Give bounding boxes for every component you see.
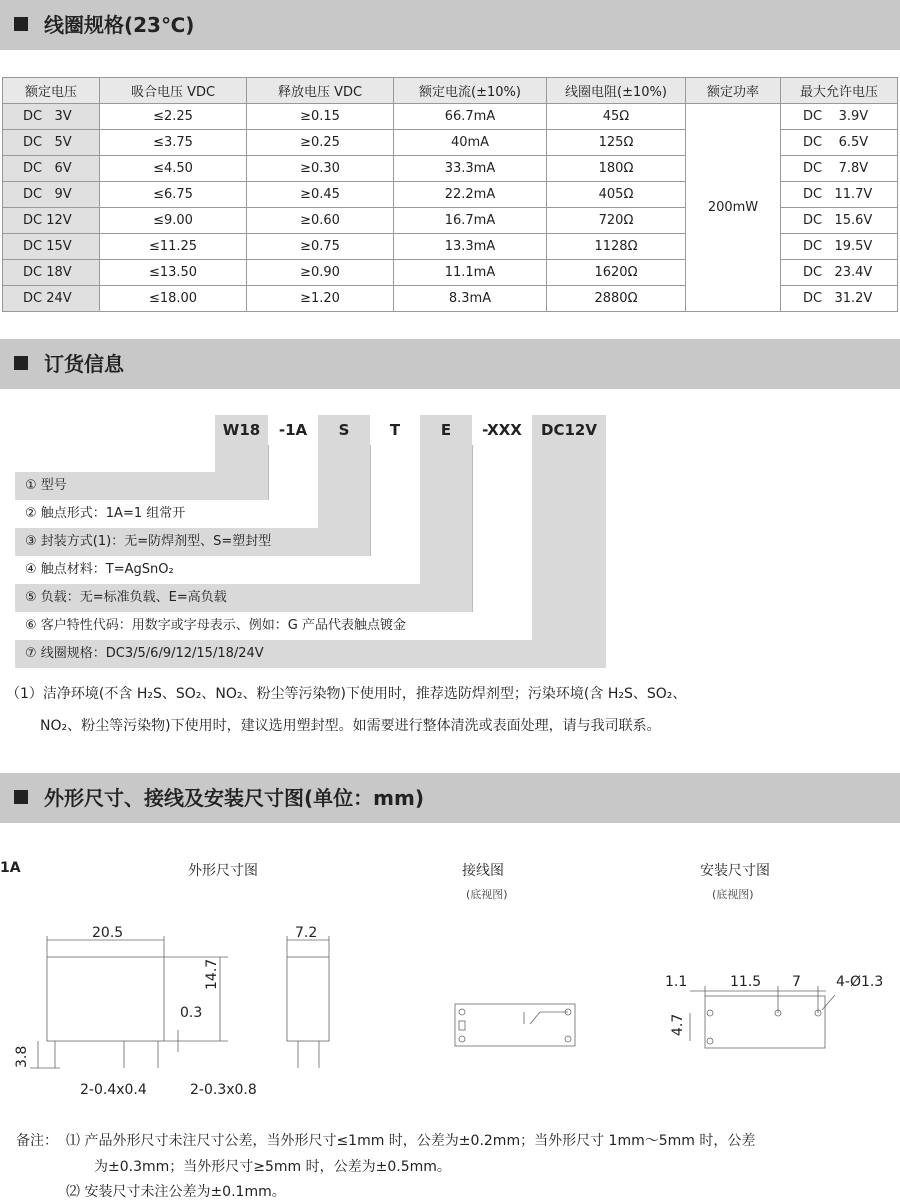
cell-pickup: ≤18.00 [100, 286, 247, 312]
dim-depth: 7.2 [295, 925, 318, 941]
th-resistance: 线圈电阻(±10%) [547, 78, 686, 104]
cell-max-voltage: DC 15.6V [781, 208, 898, 234]
order-item-4: ④ 触点材料：T=AgSnO₂ [15, 556, 420, 584]
cell-resistance: 180Ω [547, 156, 686, 182]
cell-release: ≥0.60 [247, 208, 394, 234]
cell-release: ≥0.90 [247, 260, 394, 286]
section-title: 线圈规格(23℃) [44, 13, 195, 37]
dim-width: 20.5 [92, 925, 124, 941]
cell-pickup: ≤6.75 [100, 182, 247, 208]
order-item-6: ⑥ 客户特性代码：用数字或字母表示、例如：G 产品代表触点镀金 [15, 612, 532, 640]
coil-symbol [459, 1021, 465, 1030]
order-item-7: ⑦ 线圈规格：DC3/5/6/9/12/15/18/24V [15, 640, 606, 668]
dim-pin-b: 2-0.3x0.8 [190, 1082, 257, 1098]
cell-release: ≥0.25 [247, 130, 394, 156]
dim-pin-length: 3.8 [14, 1045, 30, 1068]
cell-current: 8.3mA [394, 286, 547, 312]
hole-circle [707, 1010, 713, 1016]
pin-circle [459, 1009, 465, 1015]
cell-release: ≥0.15 [247, 104, 394, 130]
cell-power: 200mW [686, 104, 781, 312]
mount-outline [705, 996, 825, 1048]
cell-pickup: ≤13.50 [100, 260, 247, 286]
dim-m2: 11.5 [730, 974, 762, 990]
cell-resistance: 125Ω [547, 130, 686, 156]
cell-rated-voltage: DC 18V [3, 260, 100, 286]
cell-rated-voltage: DC 12V [3, 208, 100, 234]
cell-resistance: 45Ω [547, 104, 686, 130]
cell-pickup: ≤3.75 [100, 130, 247, 156]
outline-title: 外形尺寸图 [188, 863, 258, 879]
code-part-coil: DC12V [532, 415, 606, 445]
mount-title: 安装尺寸图 [700, 863, 770, 879]
remark-1a: ⑴ 产品外形尺寸未注尺寸公差，当外形尺寸≤1mm 时，公差为±0.2mm；当外形尺寸 1mm～5mm 时，公差 [66, 1133, 756, 1149]
cell-resistance: 2880Ω [547, 286, 686, 312]
cell-release: ≥1.20 [247, 286, 394, 312]
code-part-material: T [389, 421, 401, 439]
code-part-load: E [420, 415, 472, 445]
order-item-2: ② 触点形式：1A=1 组常开 [15, 500, 268, 528]
dim-m4: 4.7 [670, 1013, 686, 1036]
cell-resistance: 405Ω [547, 182, 686, 208]
dim-offset: 0.3 [180, 1005, 203, 1021]
cell-current: 11.1mA [394, 260, 547, 286]
code-part-contact: -1A [278, 421, 308, 439]
cell-max-voltage: DC 11.7V [781, 182, 898, 208]
wiring-subtitle: (底视图) [466, 888, 508, 901]
cell-rated-voltage: DC 24V [3, 286, 100, 312]
dim-height: 14.7 [204, 958, 220, 990]
code-part-custom: -XXX [482, 421, 522, 439]
cell-pickup: ≤4.50 [100, 156, 247, 182]
wiring-title: 接线图 [462, 863, 504, 879]
cell-max-voltage: DC 19.5V [781, 234, 898, 260]
order-note-line1: （1）洁净环境(不含 H₂S、SO₂、NO₂、粉尘等污染物)下使用时，推荐选防焊剂型；污染环境(含 H₂S、SO₂、 [6, 686, 687, 702]
th-power: 额定功率 [686, 78, 781, 104]
cell-max-voltage: DC 23.4V [781, 260, 898, 286]
hole-circle [707, 1038, 713, 1044]
cell-current: 16.7mA [394, 208, 547, 234]
cell-rated-voltage: DC 15V [3, 234, 100, 260]
cell-max-voltage: DC 31.2V [781, 286, 898, 312]
th-pickup: 吸合电压 VDC [100, 78, 247, 104]
cell-rated-voltage: DC 9V [3, 182, 100, 208]
cell-current: 33.3mA [394, 156, 547, 182]
cell-pickup: ≤11.25 [100, 234, 247, 260]
cell-max-voltage: DC 3.9V [781, 104, 898, 130]
leader-line [822, 995, 835, 1010]
cell-current: 40mA [394, 130, 547, 156]
cell-pickup: ≤2.25 [100, 104, 247, 130]
cell-rated-voltage: DC 3V [3, 104, 100, 130]
relay-side-outline [287, 957, 329, 1041]
order-note-line2: NO₂、粉尘等污染物)下使用时，建议选用塑封型。如需要进行整体清洗或表面处理，请与我司联系。 [40, 718, 661, 734]
cell-rated-voltage: DC 5V [3, 130, 100, 156]
cell-current: 13.3mA [394, 234, 547, 260]
dim-m3: 7 [792, 974, 801, 990]
remarks-prefix: 备注： [16, 1133, 58, 1149]
order-item-3: ③ 封装方式(1)：无=防焊剂型、S=塑封型 [15, 528, 370, 556]
cell-current: 22.2mA [394, 182, 547, 208]
th-current: 额定电流(±10%) [394, 78, 547, 104]
order-item-1: ① 型号 [15, 472, 268, 500]
cell-resistance: 720Ω [547, 208, 686, 234]
cell-current: 66.7mA [394, 104, 547, 130]
relay-front-outline [47, 957, 164, 1041]
remark-1b: 为±0.3mm；当外形尺寸≥5mm 时，公差为±0.5mm。 [94, 1159, 451, 1175]
wiring-outline [455, 1004, 575, 1046]
th-max-voltage: 最大允许电压 [781, 78, 898, 104]
cell-rated-voltage: DC 6V [3, 156, 100, 182]
cell-max-voltage: DC 7.8V [781, 156, 898, 182]
cell-resistance: 1128Ω [547, 234, 686, 260]
dim-m1: 1.1 [665, 974, 688, 990]
cell-pickup: ≤9.00 [100, 208, 247, 234]
pin-circle [459, 1036, 465, 1042]
remark-2: ⑵ 安装尺寸未注公差为±0.1mm。 [66, 1184, 286, 1200]
cell-release: ≥0.30 [247, 156, 394, 182]
th-rated-voltage: 额定电压 [3, 78, 100, 104]
cell-resistance: 1620Ω [547, 260, 686, 286]
cell-release: ≥0.45 [247, 182, 394, 208]
code-part-package: S [318, 415, 370, 445]
pin-circle [565, 1036, 571, 1042]
order-item-5: ⑤ 负载：无=标准负载、E=高负载 [15, 584, 472, 612]
section-title: 外形尺寸、接线及安装尺寸图(单位：mm) [44, 786, 424, 810]
cell-max-voltage: DC 6.5V [781, 130, 898, 156]
section-title: 订货信息 [44, 352, 124, 376]
contact-switch [530, 1012, 540, 1024]
code-part-model: W18 [215, 415, 268, 445]
dim-pin-a: 2-0.4x0.4 [80, 1082, 147, 1098]
th-release: 释放电压 VDC [247, 78, 394, 104]
mount-subtitle: (底视图) [712, 888, 754, 901]
cell-release: ≥0.75 [247, 234, 394, 260]
model-label: 1A [0, 860, 21, 876]
dim-hole: 4-Ø1.3 [836, 974, 884, 990]
